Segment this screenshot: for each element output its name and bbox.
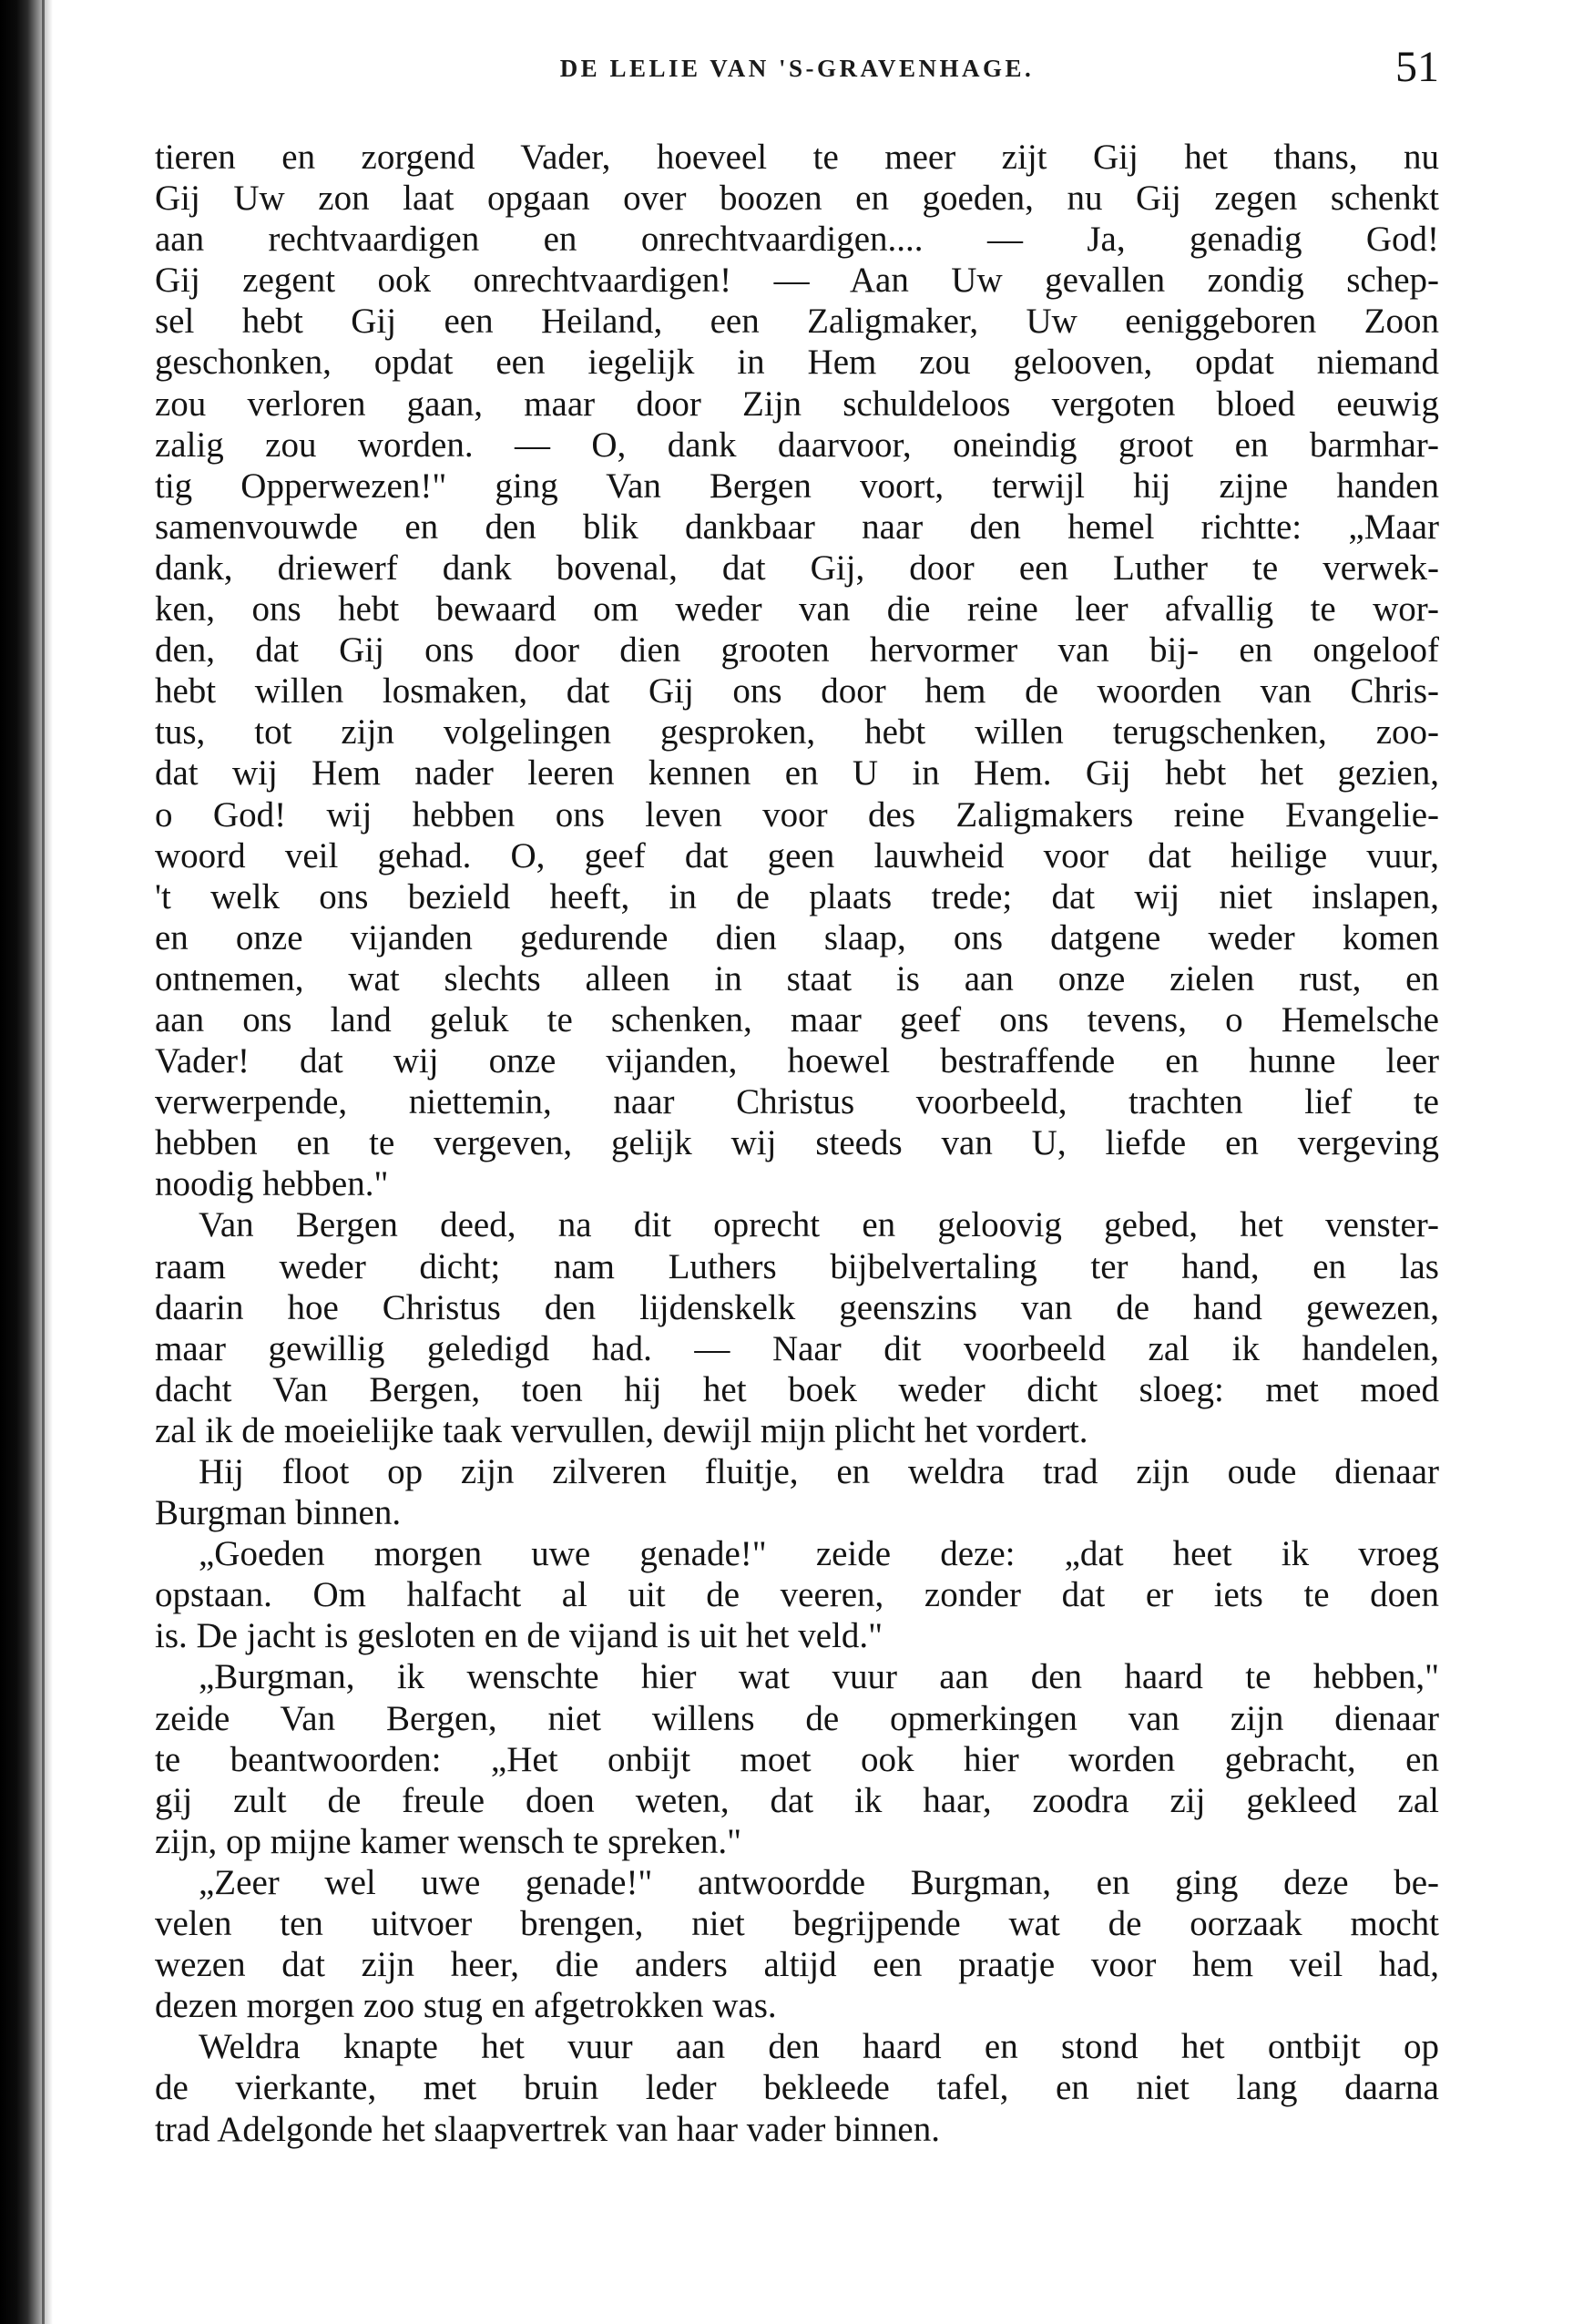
text-line: ken, ons hebt bewaard om weder van die reine leer afvallig te wor- [155,589,1439,630]
text-line: Burgman binnen. [155,1493,402,1533]
running-title: DE LELIE VAN 'S-GRAVENHAGE. [559,55,1035,82]
text-line: verwerpende, niettemin, naar Christus voorbeeld, trachten lief te [155,1082,1439,1122]
text-line: gij zult de freule doen weten, dat ik haar, zoodra zij gekleed zal [155,1780,1439,1820]
text-line: sel hebt Gij een Heiland, een Zaligmaker, Uw eeniggeboren Zoon [155,302,1439,342]
text-line: zalig zou worden. — O, dank daarvoor, oneindig groot en barmhar- [155,425,1439,465]
text-line: 't welk ons bezield heeft, in de plaats trede; dat wij niet inslapen, [155,876,1439,916]
running-head [155,42,1439,106]
text-line: daarin hoe Christus den lijdenskelk geenszins van de hand gewezen, [155,1287,1439,1327]
text-line: dezen morgen zoo stug en afgetrokken was. [155,1986,777,2026]
text-line: opstaan. Om halfacht al uit de veeren, zonder dat er iets te doen [155,1575,1439,1615]
text-line: Van Bergen deed, na dit oprecht en geloovig gebed, het venster- [199,1205,1439,1245]
text-line: zijn, op mijne kamer wensch te spreken." [155,1821,742,1861]
text-line: de vierkante, met bruin leder bekleede tafel, en niet lang daarna [155,2068,1439,2108]
text-line: tieren en zorgend Vader, hoeveel te meer zijt Gij het thans, nu [155,138,1439,177]
text-line: maar gewillig geledigd had. — Naar dit voorbeeld zal ik handelen, [155,1328,1439,1368]
text-line: raam weder dicht; nam Luthers bijbelvertaling ter hand, en las [155,1246,1439,1286]
text-line: te beantwoorden: „Het onbijt moet ook hier worden gebracht, en [155,1739,1439,1779]
text-line: dank, driewerf dank bovenal, dat Gij, door een Luther te verwek- [155,548,1439,588]
text-line: dacht Van Bergen, toen hij het boek weder dicht sloeg: met moed [155,1369,1439,1409]
binding-line [42,0,45,2324]
text-line: zal ik de moeielijke taak vervullen, dewijl mijn plicht het vordert. [155,1410,1088,1450]
text-line: aan ons land geluk te schenken, maar geef ons tevens, o Hemelsche [155,999,1439,1039]
text-line: hebt willen losmaken, dat Gij ons door hem de woorden van Chris- [155,671,1439,712]
text-line: dat wij Hem nader leeren kennen en U in Hem. Gij hebt het gezien, [155,753,1439,793]
text-line: „Zeer wel uwe genade!" antwoordde Burgman, en ging deze be- [199,1862,1439,1902]
text-line: trad Adelgonde het slaapvertrek van haar vader binnen. [155,2109,940,2149]
text-line: is. De jacht is gesloten en de vijand is uit het veld." [155,1616,883,1656]
text-line: den, dat Gij ons door dien grooten hervormer van bij- en ongeloof [155,630,1439,671]
text-line: tus, tot zijn volgelingen gesproken, hebt willen terugschenken, zoo- [155,712,1439,752]
text-line: o God! wij hebben ons leven voor des Zaligmakers reine Evangelie- [155,794,1439,834]
text-line: „Goeden morgen uwe genade!" zeide deze: „dat heet ik vroeg [199,1534,1439,1574]
text-line: velen ten uitvoer brengen, niet begrijpende wat de oorzaak mocht [155,1904,1439,1944]
text-line: Weldra knapte het vuur aan den haard en stond het ontbijt op [199,2027,1439,2067]
text-line: en onze vijanden gedurende dien slaap, ons datgene weder komen [155,917,1439,957]
text-line: samenvouwde en den blik dankbaar naar den hemel richtte: „Maar [155,507,1439,547]
text-line: noodig hebben." [155,1164,389,1204]
binding-shadow [0,0,53,2324]
text-line: Vader! dat wij onze vijanden, hoewel bestraffende en hunne leer [155,1041,1439,1081]
text-line: tig Opperwezen!" ging Van Bergen voort, terwijl hij zijne handen [155,466,1439,506]
text-line: zeide Van Bergen, niet willens de opmerkingen van zijn dienaar [155,1698,1439,1738]
text-line: Hij floot op zijn zilveren fluitje, en weldra trad zijn oude dienaar [199,1452,1439,1491]
text-line: ontnemen, wat slechts alleen in staat is aan onze zielen rust, en [155,958,1439,998]
text-line: geschonken, opdat een iegelijk in Hem zou gelooven, opdat niemand [155,343,1439,383]
text-line: „Burgman, ik wenschte hier wat vuur aan den haard te hebben," [199,1657,1439,1697]
body-text [155,137,1439,2150]
text-line: woord veil gehad. O, geef dat geen lauwheid voor dat heilige vuur, [155,835,1439,875]
text-line: aan rechtvaardigen en onrechtvaardigen.... — Ja, genadig God! [155,220,1439,260]
text-line: zou verloren gaan, maar door Zijn schuldeloos vergoten bloed eeuwig [155,384,1439,424]
text-line: wezen dat zijn heer, die anders altijd een praatje voor hem veil had, [155,1945,1439,1985]
text-line: hebben en te vergeven, gelijk wij steeds van U, liefde en vergeving [155,1123,1439,1163]
page-number: 51 [1395,43,1439,91]
text-line: Gij zegent ook onrechtvaardigen! — Aan Uw gevallen zondig schep- [155,261,1439,301]
text-line: Gij Uw zon laat opgaan over boozen en goeden, nu Gij zegen schenkt [155,179,1439,219]
